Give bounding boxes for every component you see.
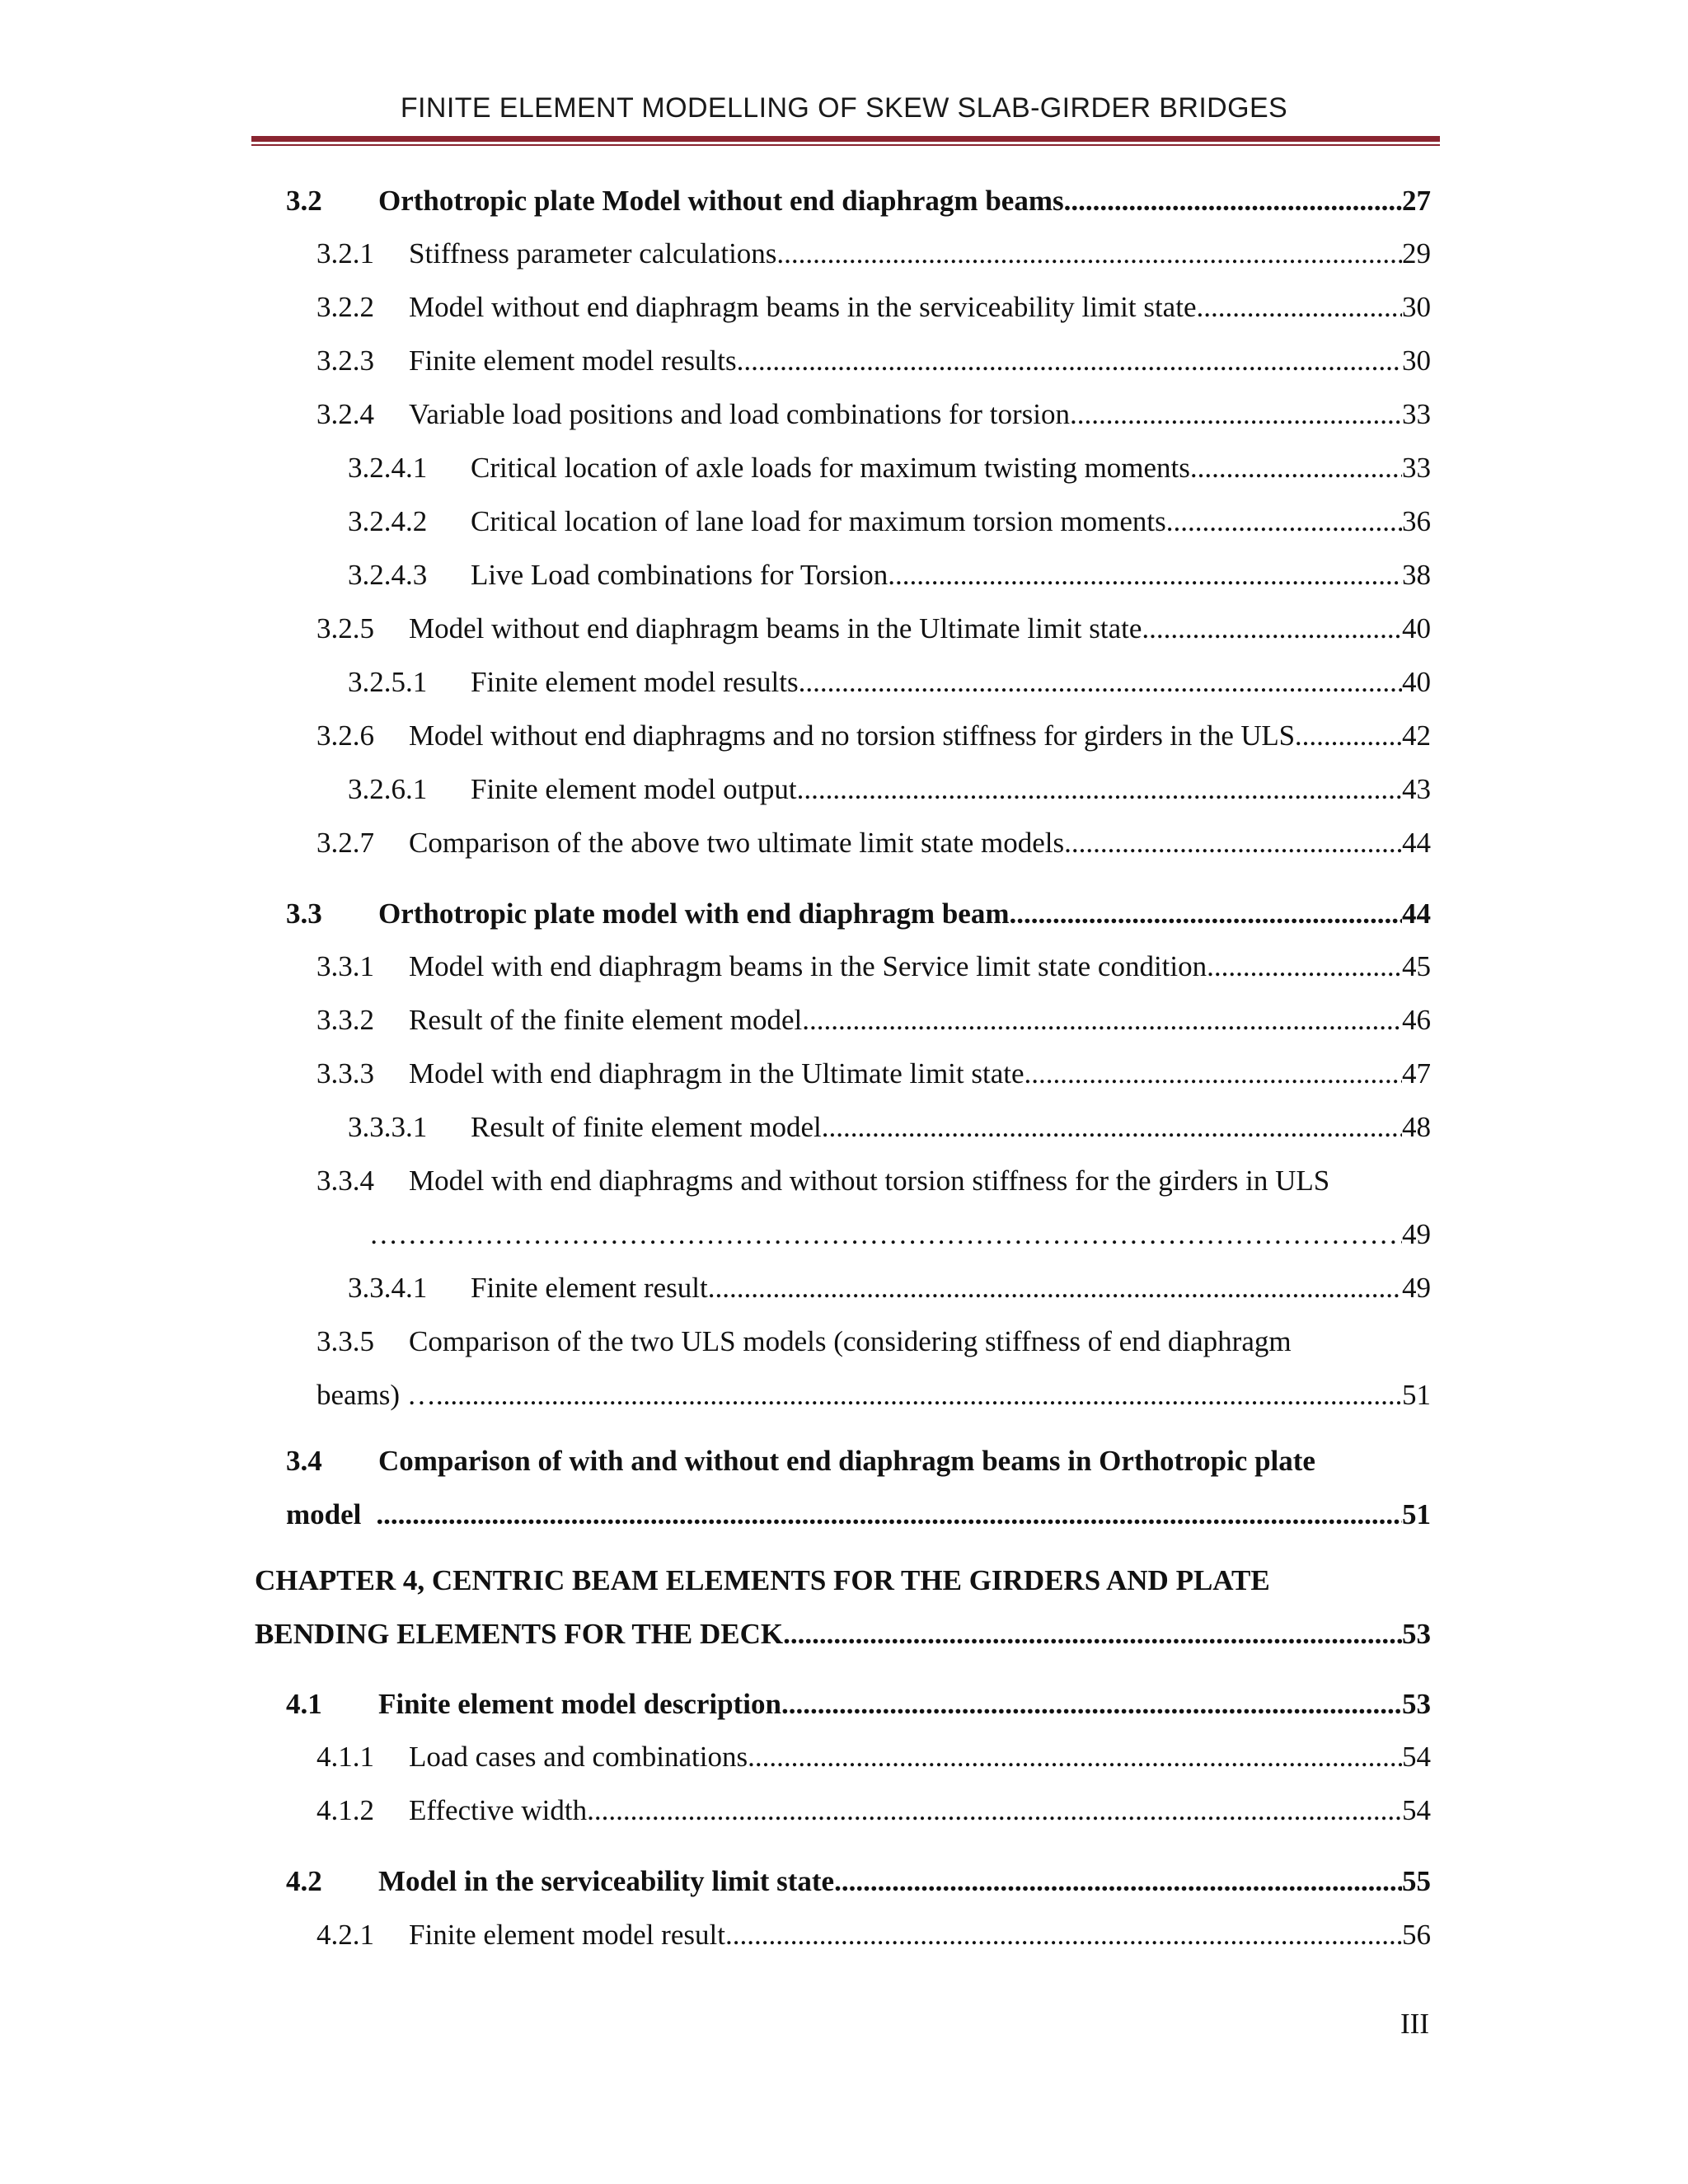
dot-leader	[1009, 896, 1402, 932]
toc-page: 40	[1402, 666, 1431, 698]
toc-page: 49	[1402, 1272, 1431, 1304]
toc-entry-3-3-4-1[interactable]	[348, 1270, 1431, 1306]
toc-number: 4.1.1	[316, 1741, 374, 1773]
toc-page: 33	[1402, 452, 1431, 484]
toc-number: 3.3.2	[316, 1004, 374, 1036]
toc-title: Finite element model results	[471, 666, 799, 698]
toc-entry-3-3-2[interactable]	[316, 1002, 1431, 1038]
toc-number: 3.2.6.1	[348, 773, 428, 805]
toc-page: 36	[1402, 505, 1431, 537]
toc-number: 3.2.2	[316, 291, 374, 323]
toc-title: Finite element result	[471, 1272, 708, 1304]
toc-page: 49	[1402, 1218, 1431, 1250]
toc-title: Finite element model result	[409, 1919, 725, 1951]
toc-title: Result of finite element model	[471, 1111, 822, 1143]
toc-number: 3.4	[286, 1445, 322, 1477]
toc-title: Model with end diaphragms and without torsion stiffness for the girders in ULS	[409, 1165, 1330, 1197]
toc-number: 3.2.4	[316, 398, 374, 430]
toc-title: Comparison of with and without end diaphragm beams in Orthotropic plate	[378, 1445, 1315, 1477]
toc-entry-3-3-3-1[interactable]	[348, 1109, 1431, 1146]
toc-page: 30	[1402, 291, 1431, 323]
dot-leader	[587, 1793, 1402, 1829]
dot-leader	[1025, 1056, 1402, 1092]
running-header: FINITE ELEMENT MODELLING OF SKEW SLAB-GIRDER BRIDGES	[400, 92, 1288, 124]
toc-entry-3-2-4[interactable]	[316, 396, 1431, 433]
toc-page: 48	[1402, 1111, 1431, 1143]
dot-leader	[799, 664, 1402, 701]
toc-page: 51	[1402, 1498, 1431, 1530]
toc-entry-4-1[interactable]	[286, 1686, 1431, 1722]
dot-leader	[748, 1739, 1402, 1775]
toc-title: Live Load combinations for Torsion	[471, 559, 889, 591]
page-number: III	[1400, 2008, 1429, 2040]
toc-entry-3-3-4[interactable]	[316, 1163, 1431, 1253]
toc-entry-4-2-1[interactable]	[316, 1917, 1431, 1953]
toc-title: Orthotropic plate Model without end diaphragm beams	[378, 185, 1064, 217]
toc-page: 43	[1402, 773, 1431, 805]
toc-number: 3.2.3	[316, 344, 374, 377]
toc-page: 42	[1402, 719, 1431, 752]
toc-page: 56	[1402, 1919, 1431, 1951]
toc-number: 3.3.3.1	[348, 1111, 428, 1143]
toc-page: 54	[1402, 1741, 1431, 1773]
dot-leader	[1190, 450, 1402, 486]
toc-entry-3-3-1[interactable]	[316, 949, 1431, 985]
dot-leader	[1207, 949, 1402, 985]
toc-entry-3-2-4-1[interactable]	[348, 450, 1431, 486]
toc-entry-chapter-4[interactable]	[255, 1563, 1431, 1652]
toc-page: 45	[1402, 950, 1431, 982]
toc-number: 3.3.4.1	[348, 1272, 428, 1304]
toc-entry-3-2-1[interactable]	[316, 236, 1431, 272]
toc-title-continued: BENDING ELEMENTS FOR THE DECK	[255, 1618, 784, 1650]
toc-number: 3.3.3	[316, 1057, 374, 1090]
toc-number: 3.2.5.1	[348, 666, 428, 698]
toc-entry-4-2[interactable]	[286, 1863, 1431, 1900]
toc-title: Finite element model results	[409, 344, 737, 377]
toc-number: 3.3.1	[316, 950, 374, 982]
toc-page: 47	[1402, 1057, 1431, 1090]
toc-title: Critical location of axle loads for maximum twisting moments	[471, 452, 1190, 484]
toc-title: Variable load positions and load combinations for torsion	[409, 398, 1070, 430]
toc-title: CHAPTER 4, CENTRIC BEAM ELEMENTS FOR THE GIRDERS AND PLATE	[255, 1564, 1270, 1596]
dot-leader	[737, 343, 1402, 379]
toc-page: 54	[1402, 1794, 1431, 1826]
dot-leader	[797, 771, 1402, 808]
toc-title: Effective width	[409, 1794, 588, 1826]
toc-page: 44	[1402, 827, 1431, 859]
dot-leader	[1196, 289, 1402, 326]
toc-number: 4.1	[286, 1688, 322, 1720]
dot-leader	[376, 1497, 1402, 1533]
toc-entry-3-2-4-2[interactable]	[348, 504, 1431, 540]
toc-number: 3.2.4.2	[348, 505, 428, 537]
toc-title: Comparison of the two ULS models (considering stiffness of end diaphragm	[409, 1325, 1292, 1357]
dot-leader	[369, 1216, 1402, 1253]
toc-number: 4.2.1	[316, 1919, 374, 1951]
toc-number: 3.2.1	[316, 237, 374, 269]
toc-entry-4-1-2[interactable]	[316, 1793, 1431, 1829]
toc-entry-3-3[interactable]	[286, 896, 1431, 932]
dot-leader	[1166, 504, 1402, 540]
toc-entry-3-2-7[interactable]	[316, 825, 1431, 861]
toc-title: Model with end diaphragm in the Ultimate limit state	[409, 1057, 1025, 1090]
dot-leader	[1070, 396, 1402, 433]
dot-leader	[781, 1686, 1402, 1722]
toc-title-continued: beams) …	[316, 1379, 436, 1411]
toc-number: 3.3.4	[316, 1165, 374, 1197]
toc-number: 3.2.5	[316, 612, 374, 644]
toc-title: Orthotropic plate model with end diaphragm beam	[378, 898, 1010, 930]
toc-entry-3-2-6-1[interactable]	[348, 771, 1431, 808]
toc-title: Comparison of the above two ultimate limit state models	[409, 827, 1065, 859]
toc-number: 3.2.4.1	[348, 452, 428, 484]
toc-page: 33	[1402, 398, 1431, 430]
toc-entry-3-2-5[interactable]	[316, 611, 1431, 647]
dot-leader	[783, 1616, 1402, 1652]
toc-page: 30	[1402, 344, 1431, 377]
toc-entry-3-2-3[interactable]	[316, 343, 1431, 379]
toc-entry-3-2-6[interactable]	[316, 718, 1431, 754]
dot-leader	[802, 1002, 1402, 1038]
toc-title: Model without end diaphragm beams in the serviceability limit state	[409, 291, 1197, 323]
toc-title: Critical location of lane load for maximum torsion moments	[471, 505, 1166, 537]
toc-number: 3.2.6	[316, 719, 374, 752]
dot-leader	[1064, 183, 1402, 219]
toc-title: Model in the serviceability limit state	[378, 1865, 835, 1897]
dot-leader	[1142, 611, 1402, 647]
dot-leader	[436, 1377, 1402, 1413]
dot-leader	[725, 1917, 1402, 1953]
toc-title: Model with end diaphragm beams in the Service limit state condition	[409, 950, 1207, 982]
toc-title: Model without end diaphragms and no torsion stiffness for girders in the ULS	[409, 719, 1295, 752]
toc-number: 3.3.5	[316, 1325, 374, 1357]
toc-number: 3.2.7	[316, 827, 374, 859]
toc-title: Stiffness parameter calculations	[409, 237, 777, 269]
toc-page: 38	[1402, 559, 1431, 591]
toc-page: 40	[1402, 612, 1431, 644]
toc-number: 3.3	[286, 898, 322, 930]
toc-page: 27	[1402, 185, 1431, 217]
toc-entry-3-4[interactable]	[286, 1443, 1431, 1533]
dot-leader	[1064, 825, 1402, 861]
toc-entry-3-3-5[interactable]	[316, 1324, 1431, 1413]
toc-page: 53	[1402, 1618, 1431, 1650]
toc-entry-3-2-5-1[interactable]	[348, 664, 1431, 701]
toc-title: Result of the finite element model	[409, 1004, 803, 1036]
dot-leader	[776, 236, 1402, 272]
dot-leader	[708, 1270, 1402, 1306]
dot-leader	[822, 1109, 1402, 1146]
toc-title-continued: model	[286, 1498, 362, 1530]
toc-title: Model without end diaphragm beams in the Ultimate limit state	[409, 612, 1142, 644]
toc-entry-3-3-3[interactable]	[316, 1056, 1431, 1092]
toc-number: 4.2	[286, 1865, 322, 1897]
toc-entry-3-2[interactable]	[286, 183, 1431, 219]
dot-leader	[1295, 718, 1402, 754]
toc-number: 3.2.4.3	[348, 559, 428, 591]
toc-number: 3.2	[286, 185, 322, 217]
dot-leader	[888, 557, 1402, 593]
dot-leader	[834, 1863, 1402, 1900]
toc-entry-3-2-2[interactable]	[316, 289, 1431, 326]
toc-page: 29	[1402, 237, 1431, 269]
toc-number: 4.1.2	[316, 1794, 374, 1826]
toc-page: 53	[1402, 1688, 1431, 1720]
toc-page: 44	[1402, 898, 1431, 930]
toc-entry-3-2-4-3[interactable]	[348, 557, 1431, 593]
toc-entry-4-1-1[interactable]	[316, 1739, 1431, 1775]
toc-page: 55	[1402, 1865, 1431, 1897]
toc-title: Finite element model output	[471, 773, 797, 805]
toc-page: 46	[1402, 1004, 1431, 1036]
toc-page: 51	[1402, 1379, 1431, 1411]
toc-title: Finite element model description	[378, 1688, 781, 1720]
toc-title: Load cases and combinations	[409, 1741, 748, 1773]
